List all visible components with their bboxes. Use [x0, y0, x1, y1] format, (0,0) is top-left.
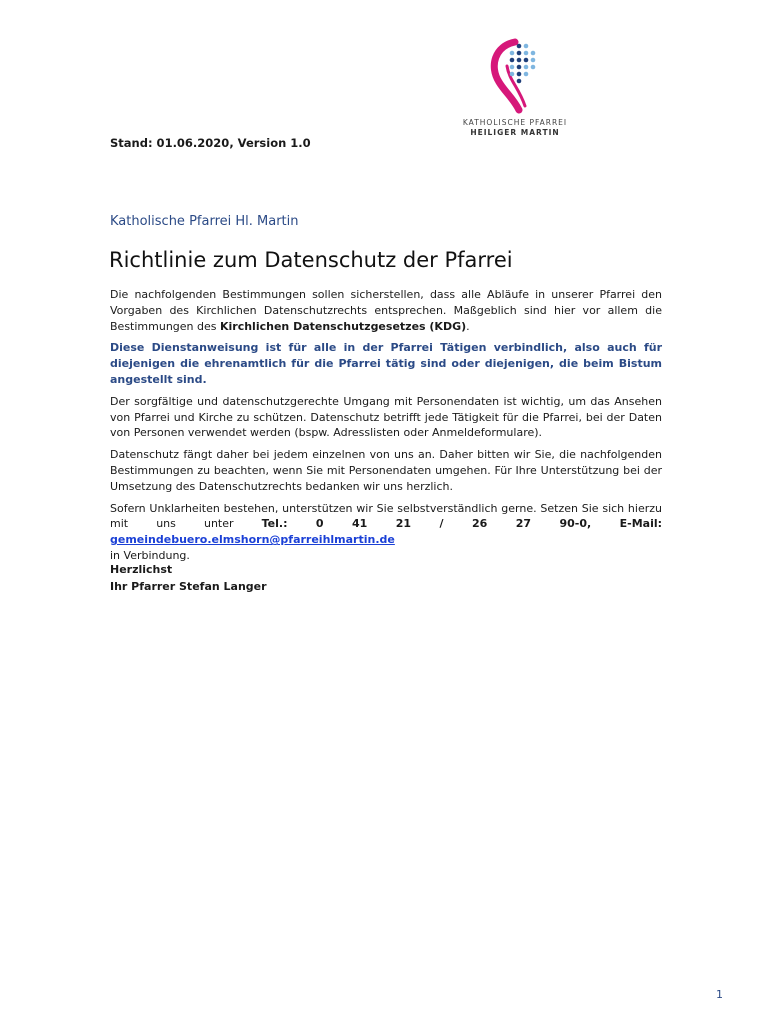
contact-text: Sofern Unklarheiten bestehen, unterstützen wir Sie selbstverständlich gerne. Setzen Sie sich hierzu mit uns unter: [110, 501, 662, 531]
version-stamp: Stand: 01.06.2020, Version 1.0: [110, 136, 311, 150]
contact-phone: Tel.: 0 41 21 / 26 27 90-0, E-Mail:: [261, 517, 663, 531]
contact-end: in Verbindung.: [110, 548, 190, 562]
parish-logo: [460, 36, 570, 140]
parish-logo-icon: [485, 36, 545, 114]
email-link[interactable]: gemeindebuero.elmshorn@pfarreihlmartin.de: [110, 533, 395, 547]
paragraph-intro: [110, 287, 662, 334]
paragraph-binding-notice: Diese Dienstanweisung ist für alle in der Pfarrei Tätigen verbindlich, also auch für diejenigen die ehrenamtlich für die Pfarrei tätig sind oder diejenigen, die beim Bistum angestellt sind.: [110, 341, 662, 386]
document-body: [110, 287, 662, 570]
page-number: 1: [716, 988, 723, 1001]
paragraph-intro-text: Die nachfolgenden Bestimmungen sollen sicherstellen, dass alle Abläufe in unserer Pfarrei den Vorgaben des Kirchlichen Datenschutzrechts entsprechen. Maßgeblich sind hier vor allem die Bestimmungen des: [110, 288, 662, 333]
paragraph-careful-handling: Der sorgfältige und datenschutzgerechte Umgang mit Personendaten ist wichtig, um das Ansehen von Pfarrei und Kirche zu schützen. Datenschutz betrifft jede Tätigkeit für die Pfarrei, bei der Daten von Personen verwendet werden (bspw. Adresslisten oder Anmeldeformulare).: [110, 394, 662, 440]
logo-text-line2: HEILIGER MARTIN: [470, 128, 560, 137]
signature-name: Ihr Pfarrer Stefan Langer: [110, 580, 267, 593]
paragraph-individual-responsibility: Datenschutz fängt daher bei jedem einzelnen von uns an. Daher bitten wir Sie, die nachfolgenden Bestimmungen zu beachten, wenn Sie mit Personendaten umgehen. Für Ihre Unterstützung bei der Umsetzung des Datenschutzrechts bedanken wir uns herzlich.: [110, 448, 662, 493]
paragraph-contact: [110, 501, 662, 564]
page-title: Richtlinie zum Datenschutz der Pfarrei: [109, 248, 513, 272]
kdg-reference: Kirchlichen Datenschutzgesetzes (KDG): [219, 319, 467, 333]
signature-block: [110, 561, 267, 595]
signature-greeting: Herzlichst: [110, 563, 173, 576]
paragraph-intro-end: .: [466, 319, 470, 333]
logo-text-line1: KATHOLISCHE PFARREI: [462, 118, 568, 127]
organization-name: Katholische Pfarrei Hl. Martin: [110, 214, 299, 229]
